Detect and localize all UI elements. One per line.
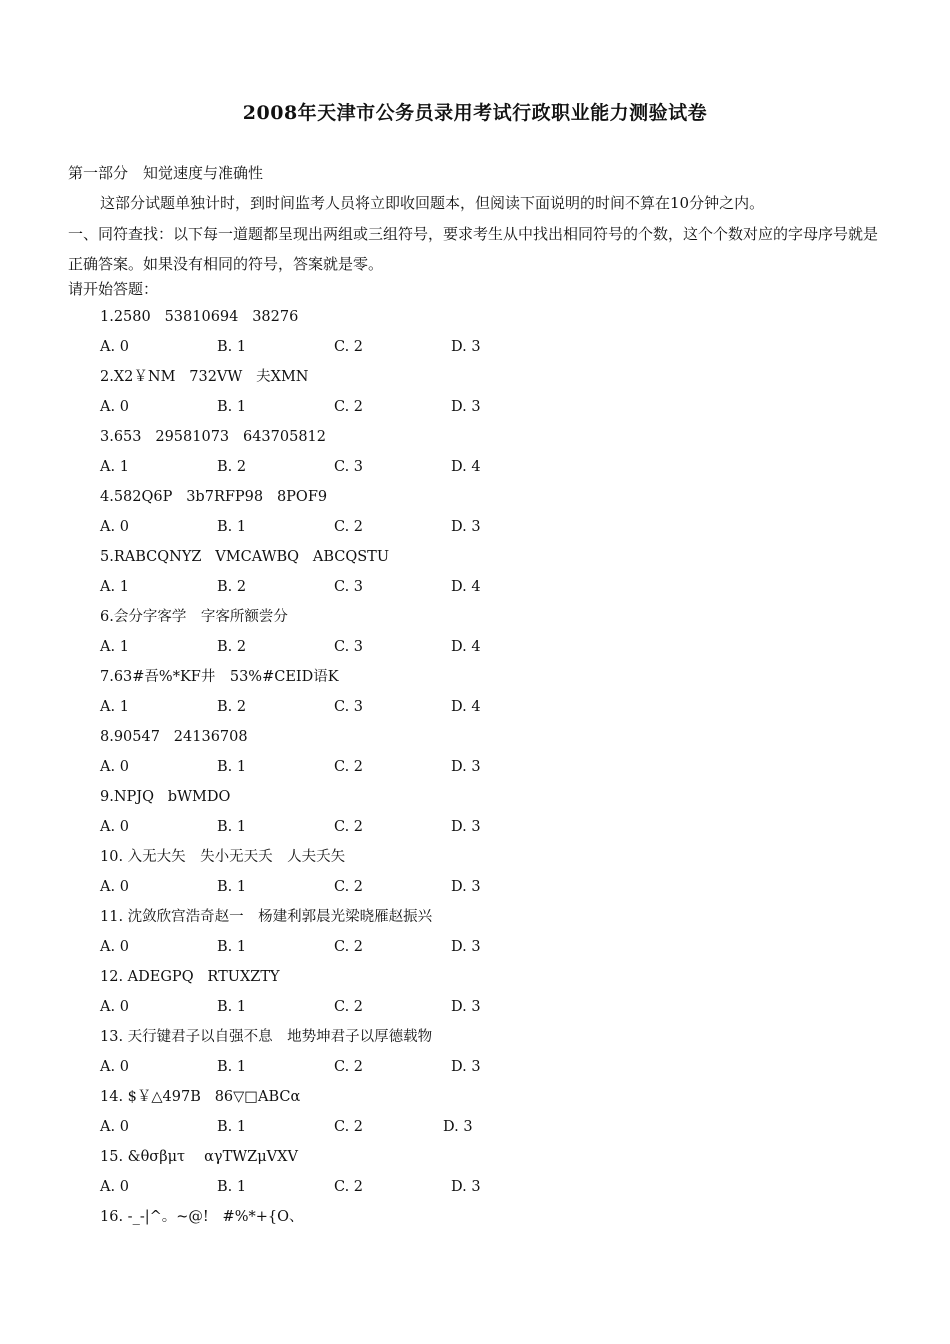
option-d: D. 3: [443, 1119, 473, 1135]
question-text: 16. -_-|^。~@! #%*+{O、: [100, 1209, 304, 1225]
option-c: C. 2: [334, 399, 364, 415]
question-options: [100, 1172, 900, 1202]
question-text: 8.90547 24136708: [100, 729, 248, 745]
option-d: D. 3: [451, 1059, 481, 1075]
question-options: [100, 932, 900, 962]
option-a: A. 1: [100, 579, 129, 595]
question-options: [100, 812, 900, 842]
option-c: C. 2: [334, 1119, 364, 1135]
option-b: B. 1: [217, 399, 247, 415]
question-options: [100, 632, 900, 662]
question-text: 10. 入无大矢 失小无天夭 人夫夭矢: [100, 849, 346, 865]
option-d: D. 3: [451, 819, 481, 835]
option-b: B. 1: [217, 1119, 247, 1135]
question-text: 6.会分字客学 字客所额尝分: [100, 609, 288, 625]
option-a: A. 0: [100, 399, 129, 415]
option-c: C. 3: [334, 459, 364, 475]
option-a: A. 0: [100, 1119, 129, 1135]
question-options: [100, 992, 900, 1022]
question-text: 3.653 29581073 643705812: [100, 429, 326, 445]
option-a: A. 0: [100, 339, 129, 355]
question-list: [100, 302, 900, 1232]
option-c: C. 2: [334, 879, 364, 895]
option-b: B. 1: [217, 339, 247, 355]
option-a: A. 1: [100, 639, 129, 655]
question-options: [100, 1052, 900, 1082]
instruction-paragraph: 一、同符查找：以下每一道题都呈现出两组或三组符号，要求考生从中找出相同符号的个数，这个个数对应的字母序号就是正确答案。如果没有相同的符号，答案就是零。: [68, 225, 879, 273]
option-d: D. 3: [451, 879, 481, 895]
option-b: B. 2: [217, 459, 247, 475]
question-options: [100, 872, 900, 902]
question-text: 9.NPJQ bWMDO: [100, 789, 231, 805]
option-b: B. 1: [217, 759, 247, 775]
option-d: D. 4: [451, 459, 481, 475]
option-b: B. 1: [217, 819, 247, 835]
option-b: B. 2: [217, 579, 247, 595]
question-text: 5.RABCQNYZ VMCAWBQ ABCQSTU: [100, 549, 390, 565]
option-a: A. 0: [100, 939, 129, 955]
question-options: [100, 572, 900, 602]
option-c: C. 2: [334, 819, 364, 835]
question-text: 7.63#吾%*KF井 53%#CEID语K: [100, 669, 339, 685]
option-d: D. 3: [451, 759, 481, 775]
option-c: C. 2: [334, 519, 364, 535]
option-b: B. 2: [217, 699, 247, 715]
question-options: [100, 1112, 900, 1142]
question-options: [100, 692, 900, 722]
option-a: A. 0: [100, 1179, 129, 1195]
question-text: 12. ADEGPQ RTUXZTY: [100, 969, 280, 985]
option-a: A. 0: [100, 759, 129, 775]
option-a: A. 1: [100, 459, 129, 475]
intro-paragraph: 这部分试题单独计时，到时间监考人员将立即收回题本，但阅读下面说明的时间不算在10分钟之内。: [100, 194, 765, 212]
question-text: 14. $￥△497B 86▽□ABCα: [100, 1089, 301, 1105]
option-b: B. 1: [217, 939, 247, 955]
option-d: D. 3: [451, 999, 481, 1015]
option-c: C. 2: [334, 939, 364, 955]
option-b: B. 1: [217, 1059, 247, 1075]
option-c: C. 2: [334, 339, 364, 355]
option-c: C. 3: [334, 579, 364, 595]
option-c: C. 2: [334, 759, 364, 775]
question-text: 13. 天行键君子以自强不息 地势坤君子以厚德载物: [100, 1029, 433, 1045]
option-b: B. 1: [217, 1179, 247, 1195]
option-c: C. 3: [334, 699, 364, 715]
question-options: [100, 452, 900, 482]
start-label: 请开始答题：: [68, 280, 159, 298]
question-text: 4.582Q6P 3b7RFP98 8POF9: [100, 489, 328, 505]
option-a: A. 1: [100, 699, 129, 715]
question-text: 15. &θσβμτ αγTWZμVXV: [100, 1149, 298, 1165]
question-options: [100, 332, 900, 362]
question-text: 1.2580 53810694 38276: [100, 309, 299, 325]
option-a: A. 0: [100, 819, 129, 835]
question-text: 11. 沈敛欣宫浩奇赵一 杨建利郭晨光梁晓雁赵振兴: [100, 909, 433, 925]
option-d: D. 3: [451, 339, 481, 355]
option-d: D. 3: [451, 519, 481, 535]
document-title: 2008年天津市公务员录用考试行政职业能力测验试卷: [242, 102, 708, 124]
option-a: A. 0: [100, 999, 129, 1015]
option-d: D. 4: [451, 639, 481, 655]
option-d: D. 4: [451, 579, 481, 595]
option-a: A. 0: [100, 519, 129, 535]
option-b: B. 1: [217, 519, 247, 535]
question-options: [100, 392, 900, 422]
option-d: D. 3: [451, 1179, 481, 1195]
option-b: B. 2: [217, 639, 247, 655]
option-c: C. 2: [334, 1179, 364, 1195]
option-b: B. 1: [217, 879, 247, 895]
question-text: 2.X2￥NM 732VW 夫XMN: [100, 369, 309, 385]
option-c: C. 2: [334, 1059, 364, 1075]
option-d: D. 3: [451, 939, 481, 955]
question-options: [100, 512, 900, 542]
option-c: C. 2: [334, 999, 364, 1015]
section-heading: 第一部分 知觉速度与准确性: [68, 164, 264, 182]
option-a: A. 0: [100, 879, 129, 895]
option-d: D. 3: [451, 399, 481, 415]
option-d: D. 4: [451, 699, 481, 715]
question-options: [100, 752, 900, 782]
option-a: A. 0: [100, 1059, 129, 1075]
option-c: C. 3: [334, 639, 364, 655]
option-b: B. 1: [217, 999, 247, 1015]
